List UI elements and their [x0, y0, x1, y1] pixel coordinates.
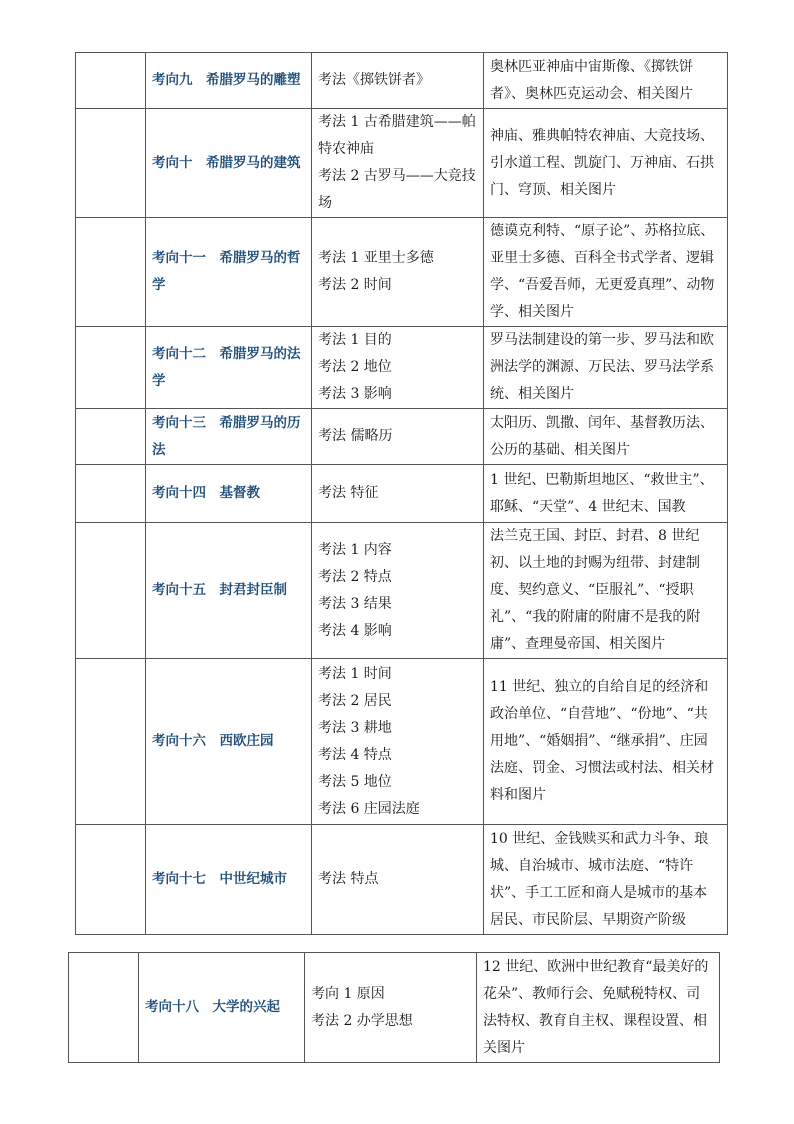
- keywords-cell: 12 世纪、欧洲中世纪教育“最美好的花朵”、教师行会、免赋税特权、司法特权、教育自主权、课程设置、相关图片: [477, 953, 720, 1063]
- exam-topics-table: [75, 52, 728, 935]
- keywords-cell: 法兰克王国、封臣、封君、8 世纪初、以土地的封赐为纽带、封建制度、契约意义、“臣服礼”、“授职礼”、“我的附庸的附庸不是我的附庸”、查理曼帝国、相关图片: [484, 523, 728, 659]
- keywords-cell: 10 世纪、金钱赎买和武力斗争、琅城、自治城市、城市法庭、“特许状”、手工工匠和商人是城市的基本居民、市民阶层、早期资产阶级: [484, 825, 728, 935]
- blank-cell: [76, 659, 146, 825]
- method-cell: [312, 659, 484, 825]
- method-item: 考法 1 古希腊建筑——帕特农神庙: [318, 114, 476, 157]
- keywords-cell: 罗马法制建设的第一步、罗马法和欧洲法学的渊源、万民法、罗马法学系统、相关图片: [484, 327, 728, 409]
- blank-cell: [76, 218, 146, 327]
- keywords-cell: 德谟克利特、“原子论”、苏格拉底、亚里士多德、百科全书式学者、逻辑学、“吾爱吾师，无更爱真理”、动物学、相关图片: [484, 218, 728, 327]
- topic-cell: 考向十五 封君封臣制: [146, 523, 312, 659]
- blank-cell: [76, 109, 146, 218]
- table-row: [76, 465, 728, 523]
- method-item: 考法 1 目的: [318, 332, 392, 348]
- method-item: 考法 特征: [318, 485, 379, 501]
- blank-cell: [69, 953, 139, 1063]
- table-row: [76, 218, 728, 327]
- method-cell: [312, 825, 484, 935]
- topic-cell: 考向十 希腊罗马的建筑: [146, 109, 312, 218]
- method-item: 考法 2 时间: [318, 277, 392, 293]
- topic-cell: 考向十八 大学的兴起: [139, 953, 305, 1063]
- method-cell: [312, 409, 484, 465]
- method-item: 考法 2 地位: [318, 359, 392, 375]
- keywords-cell: 11 世纪、独立的自给自足的经济和政治单位、“自营地”、“份地”、“共用地”、“婚姻捐”、“继承捐”、庄园法庭、罚金、习惯法或村法、相关材料和图片: [484, 659, 728, 825]
- table-row: [69, 953, 720, 1063]
- keywords-cell: 神庙、雅典帕特农神庙、大竞技场、引水道工程、凯旋门、万神庙、石拱门、穹顶、相关图片: [484, 109, 728, 218]
- blank-cell: [76, 409, 146, 465]
- method-item: 考法 6 庄园法庭: [318, 800, 420, 817]
- keywords-cell: 奥林匹亚神庙中宙斯像、《掷铁饼者》、奥林匹克运动会、相关图片: [484, 53, 728, 109]
- table-row: [76, 825, 728, 935]
- blank-cell: [76, 825, 146, 935]
- method-item: 考法 2 古罗马——大竞技场: [318, 168, 476, 211]
- method-cell: [312, 327, 484, 409]
- topic-cell: 考向十二 希腊罗马的法学: [146, 327, 312, 409]
- method-item: 考法 3 结果: [318, 595, 392, 612]
- method-item: 考向 1 原因: [311, 985, 385, 1002]
- topic-cell: 考向十六 西欧庄园: [146, 659, 312, 825]
- keywords-cell: 1 世纪、巴勒斯坦地区、“救世主”、耶稣、“天堂”、4 世纪末、国教: [484, 465, 728, 523]
- method-item: 考法 2 特点: [318, 568, 392, 585]
- keywords-cell: 太阳历、凯撒、闰年、基督教历法、公历的基础、相关图片: [484, 409, 728, 465]
- blank-cell: [76, 465, 146, 523]
- table-row: [76, 523, 728, 659]
- method-item: 考法 2 居民: [318, 692, 392, 709]
- topic-cell: 考向十一 希腊罗马的哲学: [146, 218, 312, 327]
- method-cell: [312, 109, 484, 218]
- topic-cell: 考向十七 中世纪城市: [146, 825, 312, 935]
- method-item: 考法 1 内容: [318, 541, 392, 558]
- method-item: 考法 4 影响: [318, 622, 392, 639]
- method-item: 考法 儒略历: [318, 428, 393, 444]
- table-row: [76, 327, 728, 409]
- table-row: [76, 409, 728, 465]
- blank-cell: [76, 327, 146, 409]
- topic-cell: 考向十三 希腊罗马的历法: [146, 409, 312, 465]
- table-row: [76, 109, 728, 218]
- method-item: 考法 4 特点: [318, 746, 392, 763]
- method-item: 考法 1 亚里士多德: [318, 250, 434, 266]
- method-cell: [312, 465, 484, 523]
- method-item: 考法《掷铁饼者》: [318, 72, 430, 88]
- blank-cell: [76, 53, 146, 109]
- method-item: 考法 3 耕地: [318, 719, 392, 736]
- table-row: [76, 659, 728, 825]
- method-item: 考法 特点: [318, 871, 379, 887]
- method-item: 考法 3 影响: [318, 386, 392, 402]
- table-row: [76, 53, 728, 109]
- method-cell: [312, 53, 484, 109]
- method-cell: [312, 523, 484, 659]
- exam-topics-table-continued: [68, 952, 720, 1063]
- method-cell: [312, 218, 484, 327]
- topic-cell: 考向九 希腊罗马的雕塑: [146, 53, 312, 109]
- method-cell: [305, 953, 477, 1063]
- method-item: 考法 2 办学思想: [311, 1012, 413, 1029]
- method-item: 考法 1 时间: [318, 665, 392, 682]
- method-item: 考法 5 地位: [318, 773, 392, 790]
- topic-cell: 考向十四 基督教: [146, 465, 312, 523]
- blank-cell: [76, 523, 146, 659]
